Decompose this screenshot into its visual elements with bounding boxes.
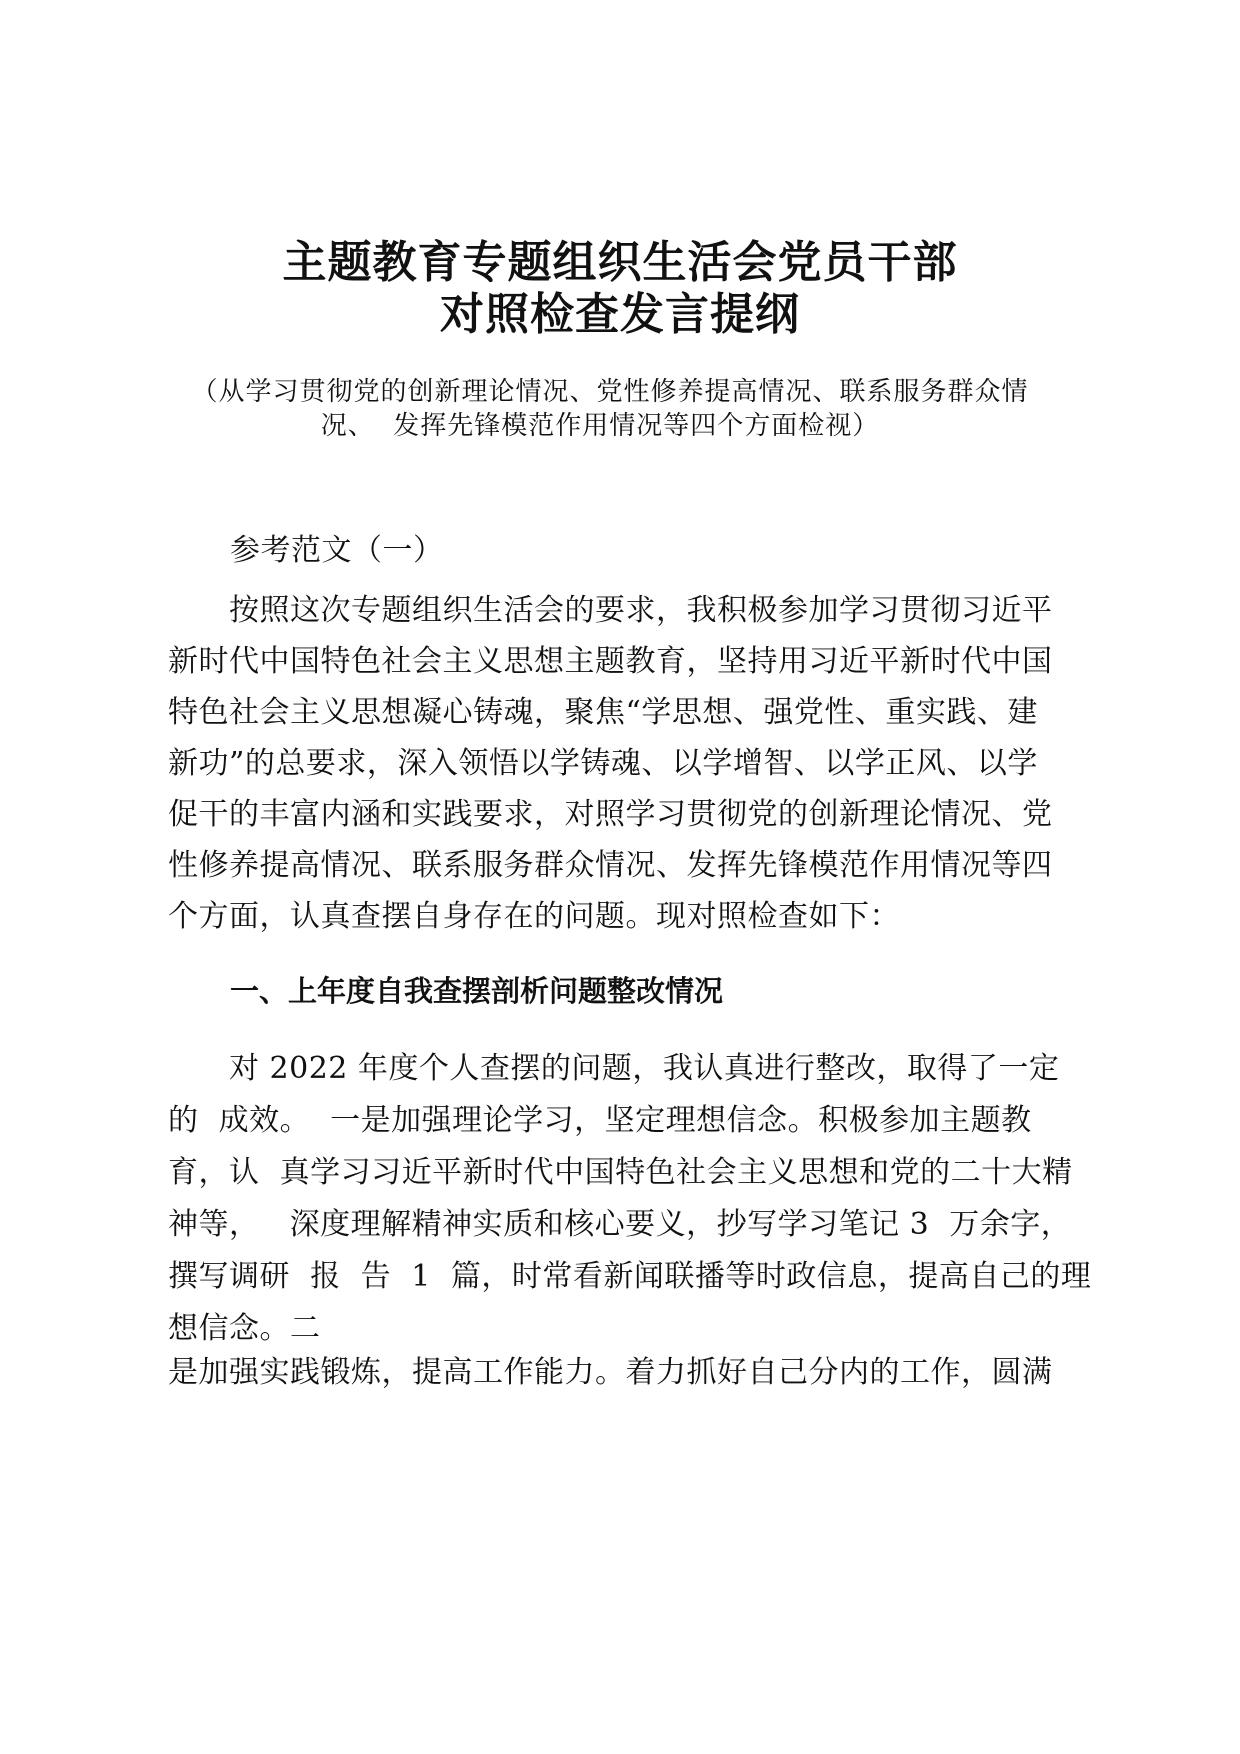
section-1-heading: 一、上年度自我查摆剖析问题整改情况 — [230, 974, 724, 1008]
section-1-paragraph-line: 想信念。二 — [168, 1311, 321, 1346]
intro-paragraph-line: 促干的丰富内涵和实践要求，对照学习贯彻党的创新理论情况、党 — [168, 797, 1053, 832]
intro-paragraph-line: 新功”的总要求，深入领悟以学铸魂、以学增智、以学正风、以学 — [168, 746, 1038, 781]
section-1-paragraph-line: 是加强实践锻炼，提高工作能力。着力抓好自己分内的工作，圆满 — [168, 1355, 1053, 1390]
intro-paragraph-line: 特色社会主义思想凝心铸魂，聚焦“学思想、强党性、重实践、建 — [168, 695, 1038, 730]
section-1-paragraph-line: 育，认 真学习习近平新时代中国特色社会主义思想和党的二十大精 — [168, 1155, 1073, 1190]
section-1-paragraph-line: 神等， 深度理解精神实质和核心要义，抄写学习笔记 3 万余字， — [168, 1207, 1072, 1242]
intro-paragraph-line: 性修养提高情况、联系服务群众情况、发挥先锋模范作用情况等四 — [168, 848, 1053, 883]
reference-label: 参考范文（一） — [230, 533, 444, 568]
section-1-paragraph-line: 的 成效。 一是加强理论学习，坚定理想信念。积极参加主题教 — [168, 1103, 1032, 1138]
section-1-paragraph-line: 对 2022 年度个人查摆的问题，我认真进行整改，取得了一定 — [168, 1051, 1060, 1086]
document-title-line-1: 主题教育专题组织生活会党员干部 — [282, 237, 958, 288]
intro-paragraph-line: 个方面，认真查摆自身存在的问题。现对照检查如下： — [168, 899, 900, 934]
section-1-paragraph-line: 撰写调研 报 告 1 篇，时常看新闻联播等时政信息，提高自己的理 — [168, 1259, 1092, 1294]
intro-paragraph-line: 新时代中国特色社会主义思想主题教育，坚持用习近平新时代中国 — [168, 644, 1053, 679]
document-title-line-2: 对照检查发言提纲 — [440, 289, 800, 340]
document-subtitle-line-2: 况、 发挥先锋模范作用情况等四个方面检视） — [320, 411, 880, 441]
document-subtitle-line-1: （从学习贯彻党的创新理论情况、党性修养提高情况、联系服务群众情 — [191, 377, 1029, 407]
intro-paragraph-line: 按照这次专题组织生活会的要求，我积极参加学习贯彻习近平 — [168, 593, 1053, 628]
